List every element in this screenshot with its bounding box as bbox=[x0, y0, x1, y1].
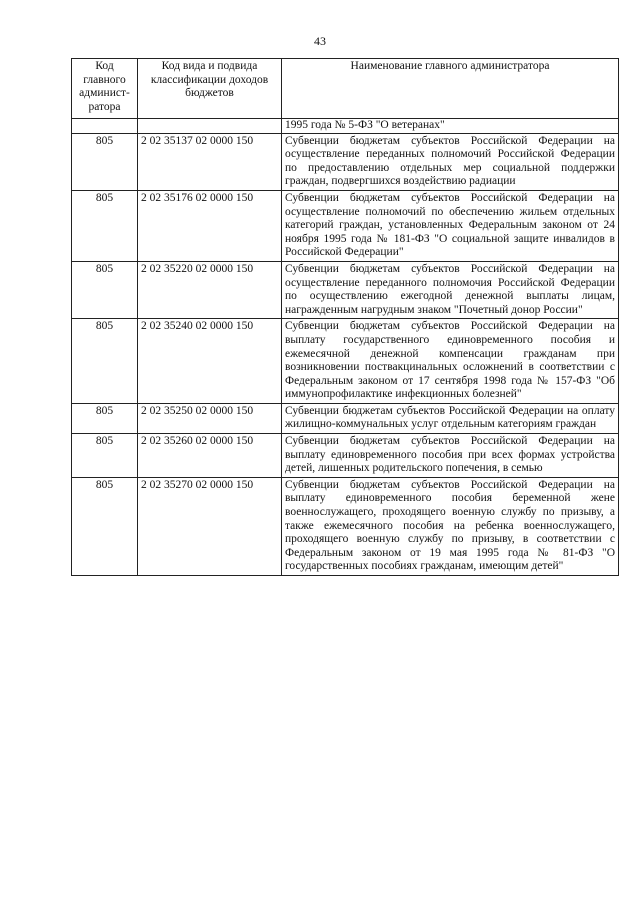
row-code: 805 bbox=[72, 319, 138, 404]
row-name: Субвенции бюджетам субъектов Российской Федерации на осуществление переданных полномочий Российской Федерации по предоставлению отдельных мер социальной поддержки граждан, подвергшихся воздействию радиации bbox=[282, 133, 619, 190]
table-row bbox=[72, 319, 619, 404]
continuation-text: 1995 года № 5-ФЗ "О ветеранах" bbox=[282, 119, 619, 134]
row-code: 805 bbox=[72, 261, 138, 318]
row-code: 805 bbox=[72, 133, 138, 190]
row-code: 805 bbox=[72, 477, 138, 575]
row-name: Субвенции бюджетам субъектов Российской Федерации на выплату государственного единовременного пособия и ежемесячной денежной компенсации гражданам при возникновении поствакцинальных осложнений в соответствии с Федеральным законом от 17 сентября 1998 года № 157-ФЗ "Об иммунопрофилактике инфекционных болезней" bbox=[282, 319, 619, 404]
table-row bbox=[72, 403, 619, 433]
table-header-row bbox=[72, 59, 619, 119]
row-code: 805 bbox=[72, 403, 138, 433]
table-row bbox=[72, 477, 619, 575]
row-classification: 2 02 35250 02 0000 150 bbox=[138, 403, 282, 433]
header-administrator-code: Код главного админист-ратора bbox=[72, 59, 138, 119]
row-classification: 2 02 35270 02 0000 150 bbox=[138, 477, 282, 575]
row-name: Субвенции бюджетам субъектов Российской Федерации на выплату единовременного пособия беременной жене военнослужащего, проходящего военную службу по призыву, а также ежемесячного пособия на ребенка военнослужащего, проходящего военную службу по призыву, в соответствии с Федеральным законом от 19 мая 1995 года № 81-ФЗ "О государственных пособиях гражданам, имеющим детей" bbox=[282, 477, 619, 575]
row-name: Субвенции бюджетам субъектов Российской Федерации на осуществление полномочий по обеспечению жильем отдельных категорий граждан, установленных Федеральным законом от 24 ноября 1995 года № 181-ФЗ "О социальной защите инвалидов в Российской Федерации" bbox=[282, 190, 619, 261]
header-administrator-name: Наименование главного администратора bbox=[282, 59, 619, 119]
row-classification: 2 02 35240 02 0000 150 bbox=[138, 319, 282, 404]
row-code: 805 bbox=[72, 434, 138, 478]
row-classification: 2 02 35176 02 0000 150 bbox=[138, 190, 282, 261]
row-classification: 2 02 35260 02 0000 150 bbox=[138, 434, 282, 478]
table-row bbox=[72, 261, 619, 318]
row-classification: 2 02 35220 02 0000 150 bbox=[138, 261, 282, 318]
header-classification-code: Код вида и подвида классификации доходов бюджетов bbox=[138, 59, 282, 119]
row-classification: 2 02 35137 02 0000 150 bbox=[138, 133, 282, 190]
table-row bbox=[72, 133, 619, 190]
table-row bbox=[72, 190, 619, 261]
continuation-row bbox=[72, 119, 619, 134]
row-name: Субвенции бюджетам субъектов Российской Федерации на оплату жилищно-коммунальных услуг отдельным категориям граждан bbox=[282, 403, 619, 433]
table-row bbox=[72, 434, 619, 478]
row-name: Субвенции бюджетам субъектов Российской Федерации на осуществление переданного полномочия Российской Федерации по осуществлению ежегодной денежной выплаты лицам, награжденным нагрудным знаком "Почетный донор России" bbox=[282, 261, 619, 318]
revenue-administrators-table bbox=[71, 58, 619, 576]
row-name: Субвенции бюджетам субъектов Российской Федерации на выплату единовременного пособия при всех формах устройства детей, лишенных родительского попечения, в семью bbox=[282, 434, 619, 478]
continuation-class-cell bbox=[138, 119, 282, 134]
page-number: 43 bbox=[314, 34, 326, 48]
row-code: 805 bbox=[72, 190, 138, 261]
continuation-code-cell bbox=[72, 119, 138, 134]
